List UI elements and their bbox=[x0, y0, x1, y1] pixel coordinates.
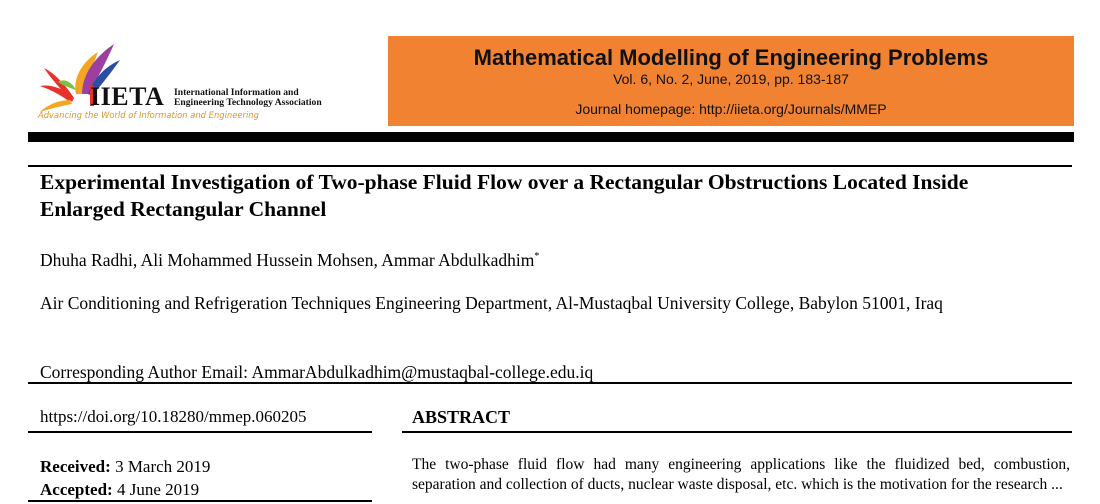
journal-header-box bbox=[388, 36, 1074, 126]
logo-wordmark: IIETA bbox=[90, 82, 165, 111]
doi-rule bbox=[28, 431, 372, 433]
author-list: Dhuha Radhi, Ali Mohammed Hussein Mohsen, Ammar Abdulkadhim* bbox=[40, 249, 540, 270]
paper-title: Experimental Investigation of Two-phase Fluid Flow over a Rectangular Obstructions Located Inside Enlarged Rectangular Channel bbox=[40, 170, 969, 221]
publisher-logo bbox=[36, 38, 336, 124]
corresponding-marker: * bbox=[534, 251, 540, 262]
abstract-heading-rule bbox=[402, 431, 1072, 433]
title-top-rule bbox=[28, 165, 1072, 167]
abstract-heading: ABSTRACT bbox=[412, 407, 511, 427]
publisher-tagline: Advancing the World of Information and Engineering bbox=[38, 110, 259, 120]
abstract-body: The two-phase fluid flow had many engineering applications like the fluidized bed, combustion, separation and collection of ducts, nuclear waste disposal, etc. which is the motivation for the research ... bbox=[412, 456, 1070, 493]
publisher-name: International Information and Engineering Technology Association bbox=[174, 87, 322, 108]
journal-volume: Vol. 6, No. 2, June, 2019, pp. 183-187 bbox=[613, 71, 849, 87]
journal-homepage[interactable]: Journal homepage: http://iieta.org/Journals/MMEP bbox=[575, 101, 887, 117]
doi-link[interactable]: https://doi.org/10.18280/mmep.060205 bbox=[40, 407, 307, 426]
email-link[interactable]: AmmarAbdulkadhim@mustaqbal-college.edu.iq bbox=[251, 362, 594, 382]
header-divider bbox=[28, 132, 1074, 142]
email-label: Corresponding Author Email: bbox=[40, 362, 249, 382]
journal-title: Mathematical Modelling of Engineering Problems bbox=[473, 45, 989, 70]
dates-rule bbox=[28, 500, 372, 502]
accepted-date: Accepted: 4 June 2019 bbox=[40, 480, 200, 499]
corresponding-email-line bbox=[40, 361, 593, 383]
email-bottom-rule bbox=[28, 382, 1072, 384]
received-date: Received: 3 March 2019 bbox=[40, 457, 211, 476]
affiliation: Air Conditioning and Refrigeration Techniques Engineering Department, Al-Mustaqbal University College, Babylon 51001, Iraq bbox=[40, 293, 943, 313]
